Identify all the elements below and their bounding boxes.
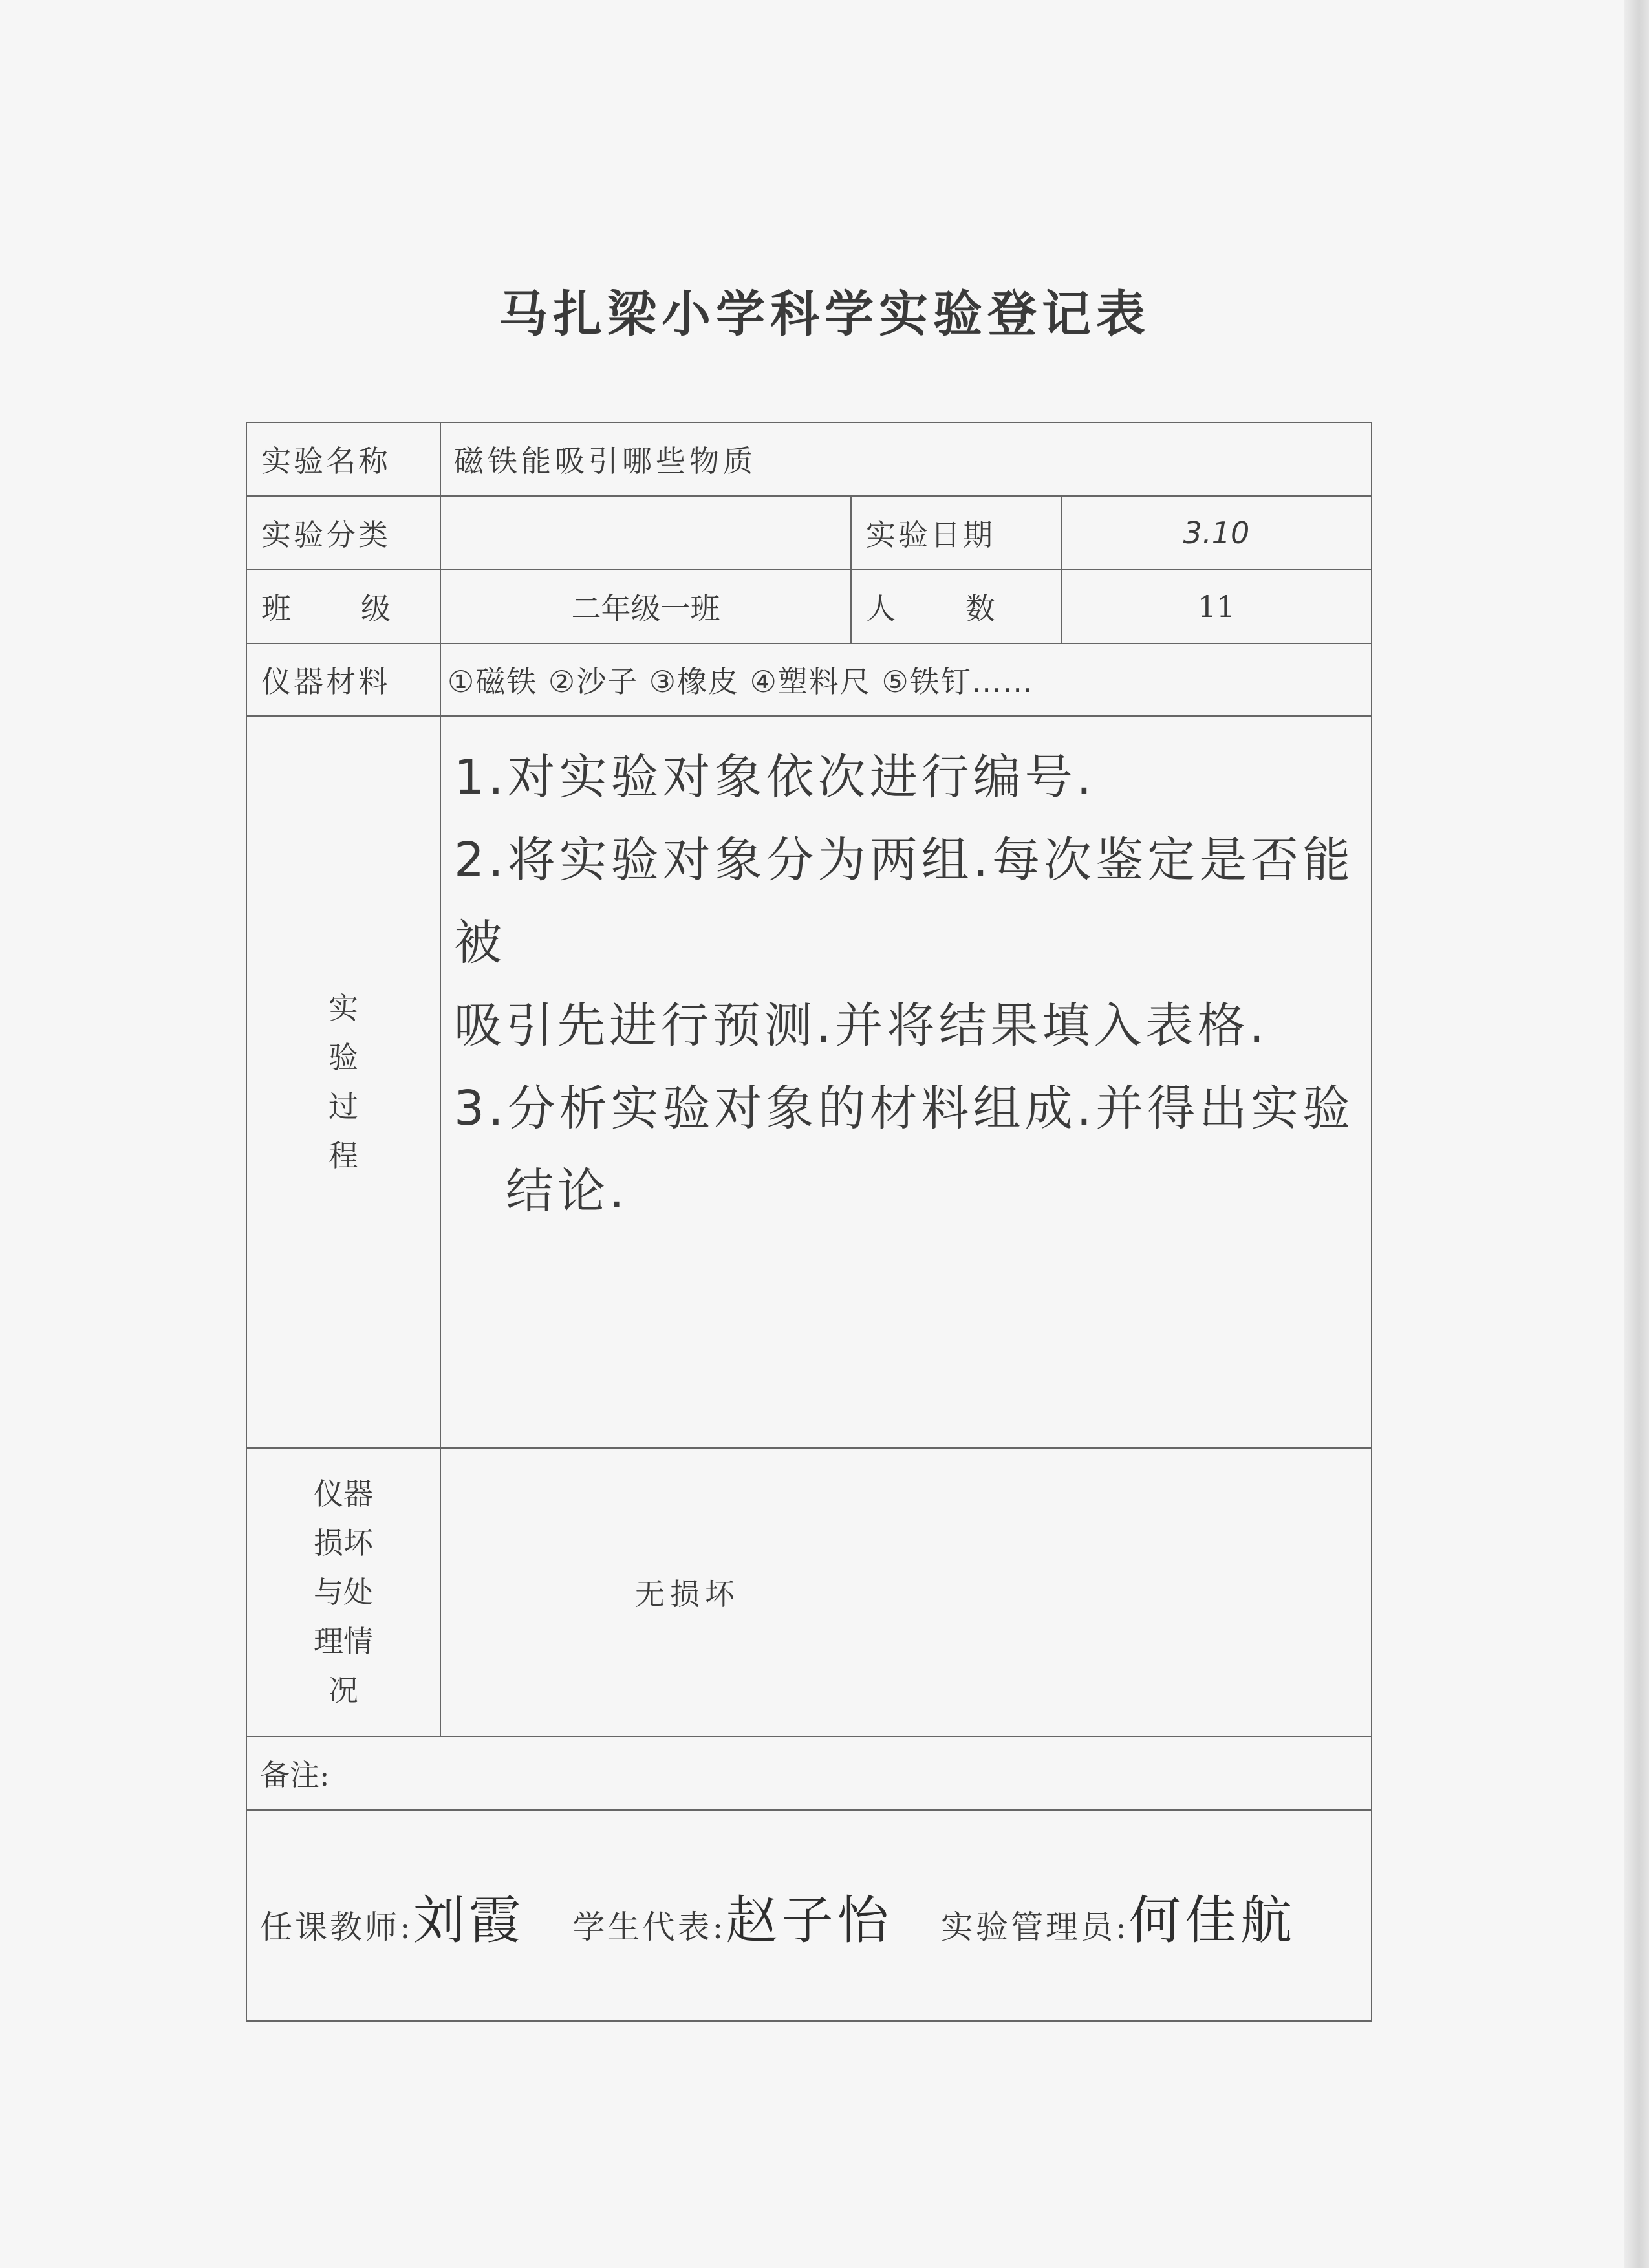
label-student-rep: 学生代表: <box>572 1908 726 1946</box>
label-experiment-category: 实验分类 <box>246 496 440 570</box>
label-headcount: 人数 <box>851 570 1061 643</box>
label-remarks: 备注: <box>260 1758 330 1793</box>
value-teacher: 刘霞 <box>413 1890 524 1950</box>
row-experiment-name <box>246 422 1372 496</box>
remarks-cell <box>246 1736 1372 1810</box>
process-step: 3.分析实验对象的材料组成.并得出实验 <box>454 1081 1355 1136</box>
value-lab-manager: 何佳航 <box>1128 1890 1296 1950</box>
value-experiment-category <box>440 496 851 570</box>
row-remarks <box>246 1736 1372 1810</box>
label-teacher: 任课教师: <box>260 1908 413 1946</box>
label-experiment-date: 实验日期 <box>851 496 1061 570</box>
process-step: 2.将实验对象分为两组.每次鉴定是否能被 <box>454 832 1355 971</box>
process-step: 结论. <box>506 1163 629 1219</box>
label-experiment-name: 实验名称 <box>246 422 440 496</box>
form-title: 马扎梁小学科学实验登记表 <box>499 285 1150 343</box>
label-damage: 仪器 损坏 与处 理情 况 <box>246 1448 440 1736</box>
row-process <box>246 716 1372 1448</box>
label-class: 班级 <box>246 570 440 643</box>
label-lab-manager: 实验管理员: <box>940 1908 1129 1946</box>
label-materials: 仪器材料 <box>246 643 440 716</box>
row-signatures <box>246 1810 1372 2021</box>
process-step: 1.对实验对象依次进行编号. <box>454 750 1096 805</box>
row-damage <box>246 1448 1372 1736</box>
lab-manager-signature-block <box>941 1879 1296 1953</box>
row-class-headcount <box>246 570 1372 643</box>
registration-form-table <box>246 422 1372 2022</box>
row-category-date <box>246 496 1372 570</box>
value-headcount: 11 <box>1061 570 1372 643</box>
student-rep-signature-block <box>572 1879 892 1953</box>
value-materials: ①磁铁 ②沙子 ③橡皮 ④塑料尺 ⑤铁钉…… <box>440 643 1372 716</box>
process-step: 吸引先进行预测.并将结果填入表格. <box>454 998 1269 1053</box>
signatures-cell <box>246 1810 1372 2021</box>
value-process-steps <box>440 716 1372 1448</box>
value-damage: 无损坏 <box>440 1448 1372 1736</box>
value-experiment-date: 3.10 <box>1061 496 1372 570</box>
teacher-signature-block <box>260 1879 524 1953</box>
value-experiment-name: 磁铁能吸引哪些物质 <box>440 422 1372 496</box>
label-process: 实 验 过 程 <box>246 716 440 1448</box>
value-student-rep: 赵子怡 <box>726 1890 893 1950</box>
row-materials <box>246 643 1372 716</box>
value-class: 二年级一班 <box>440 570 851 643</box>
